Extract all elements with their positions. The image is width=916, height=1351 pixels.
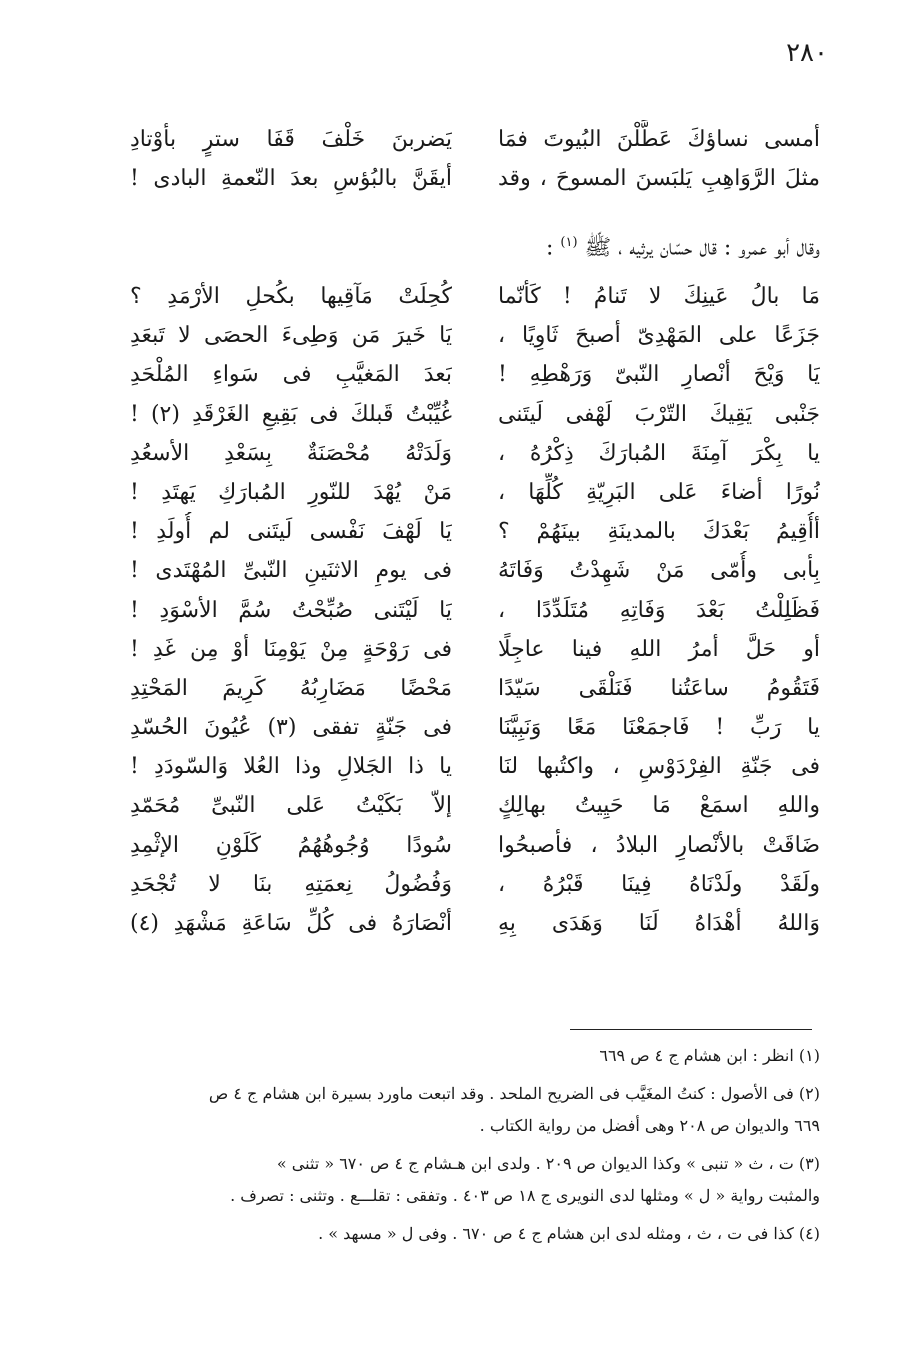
verse-first-hemistich: فَظَلِلْتُ بَعْدَ وَفَاتِهِ مُتَلَدِّدًا ،	[498, 597, 820, 623]
verse-second-hemistich: وَلَدَتْهُ مُحْصَنَةٌ بِسَعْدِ الأسعُدِ	[130, 440, 452, 466]
verse-second-hemistich: يَا خَيرَ مَن وَطِىءَ الحصَى لا تَبعَدِ	[130, 323, 452, 349]
footnote-line: (١) انظر : ابن هشام ج ٤ ص ٦٦٩	[599, 1046, 820, 1065]
verse-second-hemistich: أيقَنَّ بالبُؤسِ بعدَ النّعمةِ البادى !	[130, 166, 452, 192]
verse-second-hemistich: أنْصَارَهُ فى كُلِّ سَاعَةِ مَشْهَدِ (٤)	[130, 911, 452, 936]
verse-couplet	[130, 591, 820, 630]
footnote-divider	[570, 1029, 812, 1030]
verse-second-hemistich: يا ذا الجَلالِ وذا العُلا وَالسّودَدِ !	[130, 754, 452, 780]
verse-couplet	[130, 512, 820, 551]
footnote-line: ٦٦٩ والديوان ص ٢٠٨ وهى أفضل من رواية الكتاب .	[479, 1116, 820, 1135]
verse-first-hemistich: أمسى نساؤكَ عَطَّلْنَ البُيوتَ فمَا	[498, 127, 820, 152]
verse-couplet	[130, 865, 820, 904]
verse-first-hemistich: جَزَعًا على المَهْدِىّ أصبحَ ثَاوِيًا ،	[498, 323, 820, 349]
verse-first-hemistich: فى جَنّةِ الفِرْدَوْسِ ، واكتُبها لنَا	[498, 754, 820, 780]
intro-text: وقال أبو عمرو : قال حسّان يرثيه ، ﷺ	[584, 235, 820, 261]
verse-couplet	[130, 826, 820, 865]
footnote	[110, 1078, 820, 1142]
opening-verses	[130, 120, 820, 198]
intro-line	[300, 225, 820, 266]
verse-first-hemistich: ضَاقَتْ بالأنْصارِ البلادُ ، فأصبحُوا	[498, 832, 820, 858]
verse-first-hemistich: فَتَقُومُ ساعَتُنا فَنَلْقَى سَيّدًا	[498, 675, 820, 701]
verse-second-hemistich: فى جَنّةٍ تفقى (٣) عُيُونَ الحُسّدِ	[130, 715, 452, 741]
footnote-line: والمثبت رواية « ل » ومثلها لدى النويرى ج ١٨ ص ٤٠٣ . وتفقى : تقلـــع . وتثنى : تصرف .	[230, 1186, 820, 1205]
verse-second-hemistich: غُيِّبْتُ قَبلكَ فى بَقِيعِ الغَرْقَدِ (٢) !	[130, 401, 452, 427]
verse-first-hemistich: واللهِ اسمَعْ مَا حَيِيتُ بهالِكٍ	[498, 793, 820, 819]
footnote	[110, 1218, 820, 1250]
verse-first-hemistich: بِأبى وأُمّى مَنْ شَهِدْتُ وَفَاتَهُ	[498, 558, 820, 584]
verse-couplet	[130, 316, 820, 355]
verse-first-hemistich: جَنْبى يَقِيكَ التّرْبَ لَهْفى لَيتَنى	[498, 401, 820, 427]
verse-first-hemistich: ولَقَدْ ولَدْنَاهُ فِينَا قَبْرُهُ ،	[498, 871, 820, 897]
verse-couplet	[130, 747, 820, 786]
verse-couplet	[130, 708, 820, 747]
verse-second-hemistich: بَعدَ المَغيَّبِ فى سَواءِ المُلْحَدِ	[130, 362, 452, 388]
verse-second-hemistich: كُحِلَتْ مَآقِيها بكُحلِ الأرْمَدِ ؟	[130, 284, 452, 309]
verse-couplet	[130, 120, 820, 159]
verse-couplet	[130, 669, 820, 708]
verse-second-hemistich: فى يومِ الاثنَينِ النّبىِّ المُهْتَدى !	[130, 558, 452, 584]
verse-second-hemistich: مَحْضًا مَضَارِبُهُ كَرِيمَ المَحْتِدِ	[130, 675, 452, 701]
verse-couplet	[130, 473, 820, 512]
footnote-line: (٤) كذا فى ت ، ث ، ومثله لدى ابن هشام ج ٤ ص ٦٧٠ . وفى ل « مسهد » .	[318, 1224, 820, 1243]
verse-couplet	[130, 630, 820, 669]
verse-first-hemistich: مثلَ الرَّوَاهِبِ يَلبَسنَ المسوحَ ، وقد	[498, 166, 820, 192]
verse-couplet	[130, 159, 820, 198]
verse-first-hemistich: يا رَبِّ ! فَاجمَعْنَا مَعًا وَنَبِيَّنَا	[498, 715, 820, 741]
verse-couplet	[130, 277, 820, 316]
verse-second-hemistich: يَا لَهْفَ نَفْسى لَيتَنى لم أُولَدِ !	[130, 519, 452, 545]
verse-first-hemistich: يا بِكْرَ آمِنَةَ المُبارَكَ ذِكْرُهُ ،	[498, 440, 820, 466]
footnote	[110, 1040, 820, 1072]
verse-couplet	[130, 551, 820, 590]
verse-first-hemistich: نُورًا أضاءَ عَلى البَرِيّةِ كُلِّهَا ،	[498, 479, 820, 505]
footnote-line: (٢) فى الأصول : كنتُ المغَيَّب فى الضريح الملحد . وقد اتبعت ماورد بسيرة ابن هشام ج ٤ ص	[208, 1084, 820, 1103]
verse-first-hemistich: مَا بالُ عَينِكَ لا تَنامُ ! كَأنّما	[498, 284, 820, 309]
footnote-line: (٣) ت ، ث « تنبى » وكذا الديوان ص ٢٠٩ . ولدى ابن هـشام ج ٤ ص ٦٧٠ « تثنى »	[276, 1154, 820, 1173]
intro-tail: :	[546, 235, 554, 261]
verse-second-hemistich: سُودًا وُجُوهُهُمُ كَلَوْنِ الإثْمِدِ	[130, 832, 452, 858]
footnotes	[110, 1040, 820, 1256]
verse-second-hemistich: إلاّ بَكَيْتُ عَلى النّبىِّ مُحَمّدِ	[130, 793, 452, 819]
verse-second-hemistich: يَضربنَ خَلْفَ قَفَا سترٍ بأوْتادِ	[130, 127, 452, 152]
footnote-mark: (١)	[560, 235, 578, 250]
verse-couplet	[130, 355, 820, 394]
verse-first-hemistich: أأُقِيمُ بَعْدَكَ بالمدينَةِ بينَهُمْ ؟	[498, 519, 820, 545]
verse-first-hemistich: يَا وَيْحَ أنْصارِ النّبىّ وَرَهْطِهِ !	[498, 362, 820, 388]
verse-second-hemistich: وَفُضُولُ نِعمَتِهِ بنَا لا تُجْحَدِ	[130, 871, 452, 897]
verse-first-hemistich: أو حَلَّ أمرُ اللهِ فينا عاجِلًا	[498, 636, 820, 662]
elegy-verses	[130, 277, 820, 943]
verse-second-hemistich: مَنْ يُهْدَ للنّورِ المُبارَكِ يَهتَدِ !	[130, 479, 452, 505]
verse-couplet	[130, 904, 820, 943]
verse-second-hemistich: فى رَوْحَةٍ مِنْ يَوْمِنَا أوْ مِن غَدِ !	[130, 636, 452, 662]
verse-second-hemistich: يَا لَيْتَنى صُبِّحْتُ سُمَّ الأسْوَدِ !	[130, 597, 452, 623]
page-number: ٢٨٠	[786, 38, 828, 68]
footnote	[110, 1148, 820, 1212]
verse-first-hemistich: وَاللهُ أهْدَاهُ لَنَا وَهَدَى بِهِ	[498, 911, 820, 936]
verse-couplet	[130, 395, 820, 434]
verse-couplet	[130, 434, 820, 473]
verse-couplet	[130, 786, 820, 825]
